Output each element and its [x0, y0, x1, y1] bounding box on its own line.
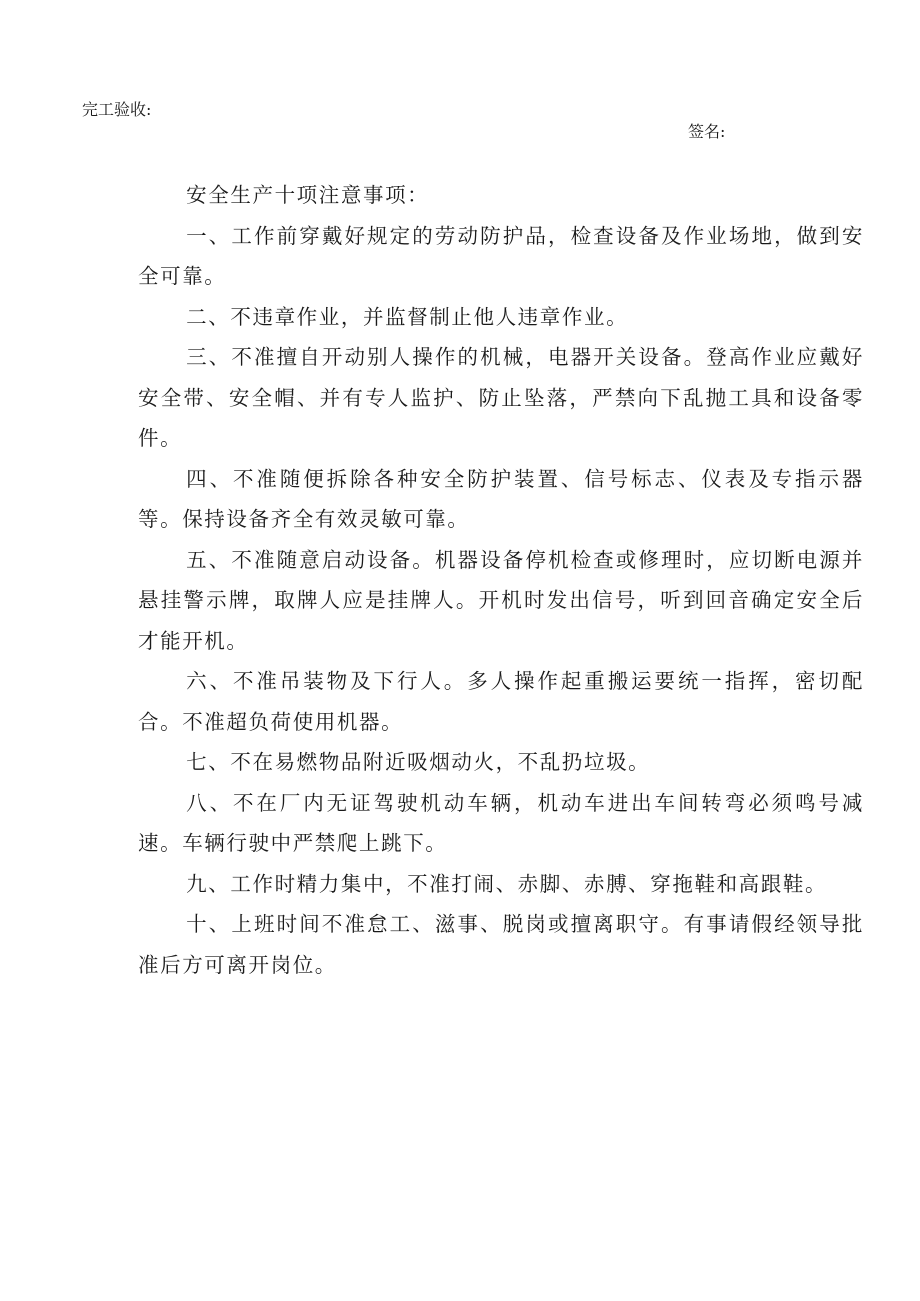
completion-acceptance-label: 完工验收: [82, 100, 152, 119]
notice-item-3: 三、不准擅自开动别人操作的机械，电器开关设备。登高作业应戴好安全带、安全帽、并有专人监护、防止坠落，严禁向下乱抛工具和设备零件。 [138, 345, 864, 450]
notice-item-9: 九、工作时精力集中，不准打闹、赤脚、赤膊、穿拖鞋和高跟鞋。 [186, 871, 828, 896]
notice-item-6: 六、不准吊装物及下行人。多人操作起重搬运要统一指挥，密切配合。不准超负荷使用机器。 [138, 669, 864, 734]
notice-item-10: 十、上班时间不准怠工、滋事、脱岗或擅离职守。有事请假经领导批准后方可离开岗位。 [138, 912, 864, 977]
notice-item-8: 八、不在厂内无证驾驶机动车辆，机动车进出车间转弯必须鸣号减速。车辆行驶中严禁爬上跳下。 [138, 790, 864, 855]
notice-item-1: 一、工作前穿戴好规定的劳动防护品，检查设备及作业场地，做到安全可靠。 [138, 223, 864, 288]
notice-title: 安全生产十项注意事项： [186, 183, 430, 207]
notice-item-4: 四、不准随便拆除各种安全防护装置、信号标志、仪表及专指示器等。保持设备齐全有效灵敏可靠。 [138, 466, 864, 531]
notice-item-7: 七、不在易燃物品附近吸烟动火，不乱扔垃圾。 [186, 750, 651, 774]
signature-label: 签名: [688, 122, 726, 141]
notice-item-2: 二、不违章作业，并监督制止他人违章作业。 [186, 304, 629, 329]
safety-notice [138, 175, 864, 985]
notice-item-5: 五、不准随意启动设备。机器设备停机检查或修理时，应切断电源并悬挂警示牌，取牌人应是挂牌人。开机时发出信号，听到回音确定安全后才能开机。 [138, 547, 864, 653]
